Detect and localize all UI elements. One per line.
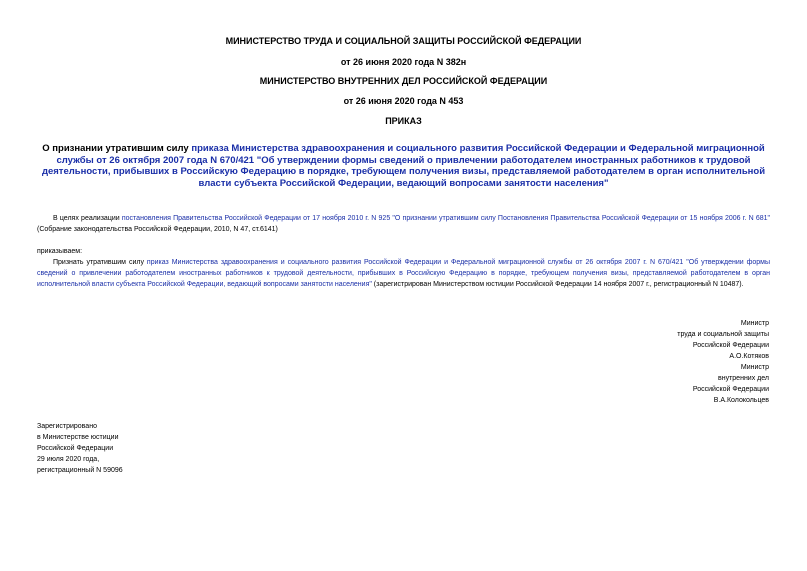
preamble-prefix: В целях реализации — [53, 215, 122, 222]
signature-line: Министр — [740, 320, 769, 327]
preamble-paragraph — [37, 213, 770, 235]
ministry-labor-heading: МИНИСТЕРСТВО ТРУДА И СОЦИАЛЬНОЙ ЗАЩИТЫ РОССИЙСКОЙ ФЕДЕРАЦИИ — [225, 36, 582, 46]
decision-prefix: Признать утратившим силу — [53, 259, 147, 266]
signature-line: Российской Федерации — [692, 386, 769, 393]
registration-block — [37, 421, 237, 476]
labor-order-date: от 26 июня 2020 года N 382н — [340, 57, 467, 67]
order-title — [37, 143, 770, 189]
decision-link[interactable]: приказ Министерства здравоохранения и социального развития Российской Федерации и Федеральной миграционной службы от 26 октября 2007 г. N 670/421 "Об утверждении формы сведений о привлечении работодателем иностранных работников к трудовой деятельности, прибывших в Российскую Федерацию в порядке, требующем получения визы, представляемой работодателем в орган исполнительной власти субъекта Российской Федерации, ведающий вопросами занятости населения" — [37, 259, 771, 288]
registration-line: Зарегистрировано — [37, 423, 97, 430]
registration-line: Российской Федерации — [37, 445, 114, 452]
signature-line: А.О.Котяков — [729, 353, 769, 360]
signature-line: Российской Федерации — [692, 342, 769, 349]
document-type: ПРИКАЗ — [385, 116, 422, 126]
title-prefix: О признании утратившим силу — [42, 143, 192, 154]
registration-line: 29 июля 2020 года, — [37, 456, 100, 463]
registration-line: в Министерстве юстиции — [37, 434, 119, 441]
registration-line: регистрационный N 59096 — [37, 467, 123, 474]
preamble-suffix: (Собрание законодательства Российской Федерации, 2010, N 47, ст.6141) — [37, 226, 278, 233]
title-link[interactable]: приказа Министерства здравоохранения и социального развития Российской Федерации и Федеральной миграционной службы от 26 октября 2007 года N 670/421 "Об утверждении формы сведений о привлечении работодателем иностранных работников к трудовой деятельности, прибывших в Российскую Федерацию в порядке, требующем получения визы, представляемой работодателем в орган исполнительной власти субъекта Российской Федерации, ведающий вопросами занятости населения" — [41, 143, 766, 189]
ministry-interior-heading: МИНИСТЕРСТВО ВНУТРЕННИХ ДЕЛ РОССИЙСКОЙ ФЕДЕРАЦИИ — [259, 76, 548, 86]
signature-line: В.А.Колокольцев — [713, 397, 769, 404]
signature-line: внутренних дел — [718, 375, 769, 382]
decision-suffix: (зарегистрирован Министерством юстиции Российской Федерации 14 ноября 2007 г., регистрационный N 10487). — [371, 281, 744, 288]
signature-line: Министр — [740, 364, 769, 371]
interior-order-date: от 26 июня 2020 года N 453 — [343, 96, 464, 106]
signature-line: труда и социальной защиты — [677, 331, 769, 338]
decision-paragraph — [37, 257, 770, 290]
signature-block — [569, 318, 769, 406]
preamble-link[interactable]: постановления Правительства Российской Федерации от 17 ноября 2010 г. N 925 "О признании утратившим силу Постановления Правительства Российской Федерации от 15 ноября 2006 г. N 681" — [121, 215, 770, 222]
order-word: приказываем: — [37, 248, 83, 255]
